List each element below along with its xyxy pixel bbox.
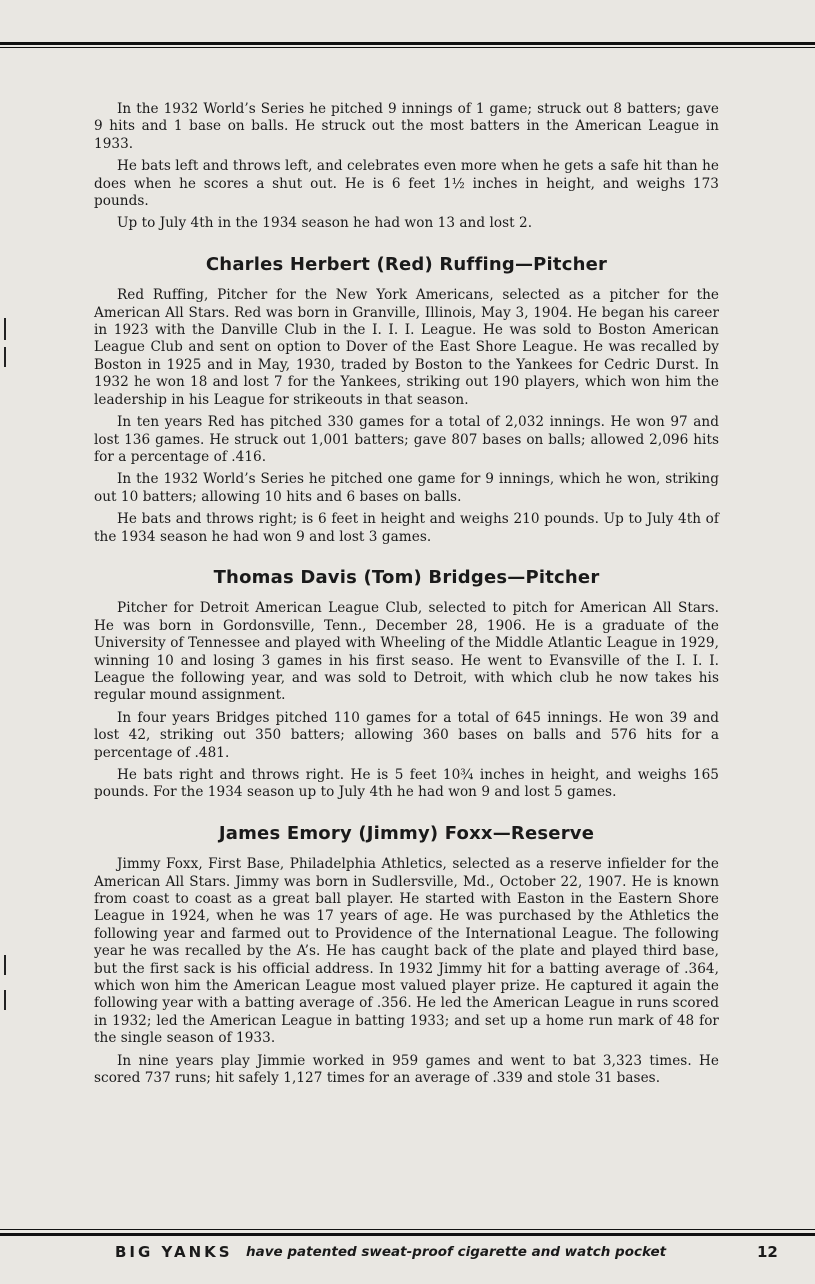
paragraph: Up to July 4th in the 1934 season he had won 13 and lost 2. xyxy=(117,215,533,232)
paragraph: In the 1932 World’s Series he pitched 9 innings of 1 game; struck out 8 batters; gave 9 hits and 1 base on balls. He struck out the most batters in the American League in 1933. xyxy=(94,101,719,152)
page-footer xyxy=(0,1243,815,1265)
section-heading: James Emory (Jimmy) Foxx—Reserve xyxy=(218,822,595,844)
top-rule xyxy=(0,42,815,45)
paragraph: In ten years Red has pitched 330 games for a total of 2,032 innings. He won 97 and lost 136 games. He struck out 1,001 batters; gave 807 bases on balls; allowed 2,096 hits for a percentage of .416. xyxy=(94,414,719,465)
binding-mark xyxy=(4,347,6,367)
binding-mark xyxy=(4,955,6,975)
section-foxx xyxy=(94,822,719,1088)
section-heading: Charles Herbert (Red) Ruffing—Pitcher xyxy=(205,253,608,275)
paragraph: In four years Bridges pitched 110 games for a total of 645 innings. He won 39 and lost 42, striking out 350 batters; allowing 360 bases on balls and 576 hits for a percentage of .481. xyxy=(94,709,719,761)
section-ruffing xyxy=(94,253,719,546)
paragraph: He bats right and throws right. He is 5 feet 10¾ inches in height, and weighs 165 pounds. For the 1934 season up to July 4th he had won 9 and lost 5 games. xyxy=(94,767,719,801)
binding-mark xyxy=(4,990,6,1010)
bottom-rule-thin xyxy=(0,1229,815,1230)
paragraph: He bats left and throws left, and celebrates even more when he gets a safe hit than he does when he scores a shut out. He is 6 feet 1½ inches in height, and weighs 173 pounds. xyxy=(94,158,719,210)
paragraph: Pitcher for Detroit American League Club, selected to pitch for American All Stars. He was born in Gordonsville, Tenn., December 28, 1906. He is a graduate of the University of Tennessee and played with Wheeling of the Middle Atlantic League in 1929, winning 10 and losing 3 games in his first seaso. He went to Evansville of the I. I. I. League the following year, and was sold to Detroit, with which club he now takes his regular mound assignment. xyxy=(94,600,719,704)
page-number: 12 xyxy=(757,1243,778,1261)
paragraph: In nine years play Jimmie worked in 959 games and went to bat 3,323 times. He scored 737 runs; hit safely 1,127 times for an average of .339 and stole 31 bases. xyxy=(94,1052,719,1087)
binding-mark xyxy=(4,318,6,340)
section-heading: Thomas Davis (Tom) Bridges—Pitcher xyxy=(213,566,600,588)
footer-slogan: have patented sweat-proof cigarette and watch pocket xyxy=(246,1244,667,1260)
paragraph: Red Ruffing, Pitcher for the New York Americans, selected as a pitcher for the American All Stars. Red was born in Granville, Illinois, May 3, 1904. He began his career in 1923 with the Danville Club in the I. I. I. League. He was sold to Boston American League Club and sent on option to Dover of the East Shore League. He was recalled by Boston in 1925 and in May, 1930, traded by Boston to the Yankees for Cedric Durst. In 1932 he won 18 and lost 7 for the Yankees, striking out 190 players, which won him the leadership in his League for strikeouts in that season. xyxy=(94,287,719,408)
bottom-rule xyxy=(0,1233,815,1236)
section-bridges xyxy=(94,566,719,802)
footer-brand: BIG YANKS xyxy=(115,1243,233,1261)
top-rule-thin xyxy=(0,47,815,48)
paragraph: He bats and throws right; is 6 feet in height and weighs 210 pounds. Up to July 4th of the 1934 season he had won 9 and lost 3 games. xyxy=(94,511,719,545)
paragraph: In the 1932 World’s Series he pitched one game for 9 innings, which he won, striking out 10 batters; allowing 10 hits and 6 bases on balls. xyxy=(94,471,719,505)
intro-section xyxy=(94,101,719,233)
page-body xyxy=(94,101,719,1088)
paragraph: Jimmy Foxx, First Base, Philadelphia Athletics, selected as a reserve infielder for the American All Stars. Jimmy was born in Sudlersville, Md., October 22, 1907. He is known from coast to coast as a great ball player. He started with Easton in the Eastern Shore League in 1924, when he was 17 years of age. He was purchased by the Athletics the following year and farmed out to Providence of the International League. The following year he was recalled by the A’s. He has caught back of the plate and played third base, but the first sack is his official address. In 1932 Jimmy hit for a batting average of .364, which won him the American League most valued player prize. He captured it again the following year with a batting average of .356. He led the American League in runs scored in 1932; led the American League in batting 1933; and set up a home run mark of 48 for the single season of 1933. xyxy=(94,856,719,1047)
